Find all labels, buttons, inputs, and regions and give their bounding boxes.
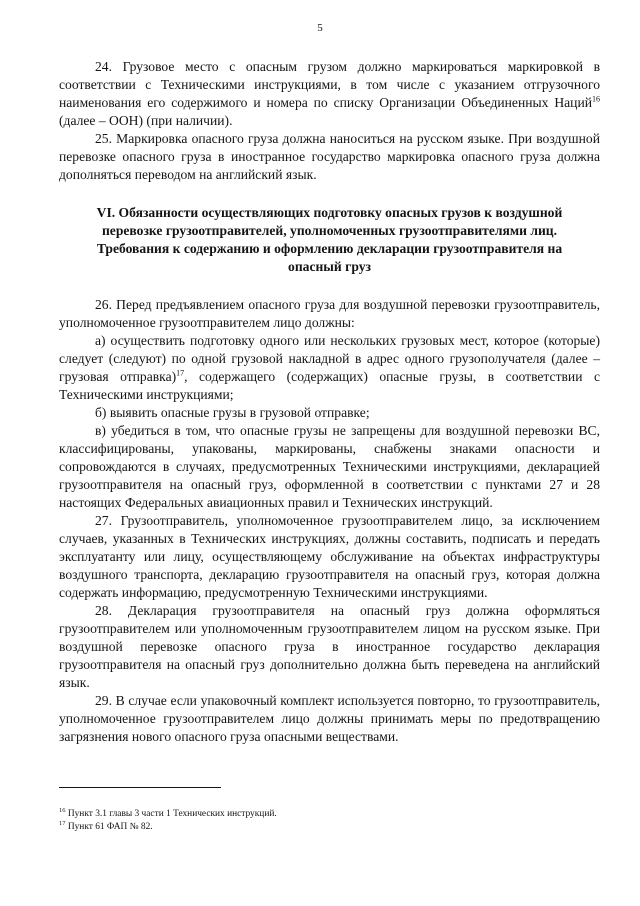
- footnote-ref-16: 16: [592, 94, 600, 104]
- paragraph-26-c: в) убедиться в том, что опасные грузы не запрещены для воздушной перевозки ВС, классифицированы, упакованы, маркированы, снабжены знаками опасности и сопровождаются в случаях, предусмотренных Техническими инструкциями, декларацией грузоотправителя на опасный груз, оформленной в соответствии с пунктами 27 и 28 настоящих Федеральных авиационных правил и Технических инструкций.: [59, 423, 600, 510]
- paragraph-24: [59, 58, 600, 130]
- paragraph-26-b: б) выявить опасные грузы в грузовой отправке;: [95, 405, 370, 420]
- paragraph-26: 26. Перед предъявлением опасного груза для воздушной перевозки грузоотправитель, уполномоченное грузоотправителем лицо должны:: [59, 297, 600, 330]
- paragraph-26-a: [59, 332, 600, 404]
- footnote-ref-17: 17: [176, 368, 185, 378]
- footnote-text: Пункт 3.1 главы 3 части 1 Технических инструкций.: [65, 809, 277, 819]
- paragraph-25: 25. Маркировка опасного груза должна наноситься на русском языке. При воздушной перевозке опасного груза в иностранное государство маркировка опасного груза должна дополняться переводом на английский язык.: [59, 131, 600, 182]
- paragraph-26-a-text: а) осуществить подготовку одного или нескольких грузовых мест, которое (которые) следует (следуют) по одной грузовой накладной в адрес одного грузополучателя (далее – грузовая отправка): [59, 333, 600, 384]
- paragraph-26-a-text-end: , содержащего (содержащих) опасные грузы, в соответствии с Техническими инструкциями;: [59, 369, 600, 402]
- footnote-16: [59, 808, 600, 821]
- footnote-number: 16: [59, 806, 66, 814]
- footnote-number: 17: [59, 819, 66, 827]
- document-body: [59, 58, 600, 746]
- paragraph-29: 29. В случае если упаковочный комплект используется повторно, то грузоотправитель, уполномоченное грузоотправителем лицо должны принимать меры по предотвращению загрязнения нового опасного груза опасными веществами.: [59, 693, 600, 744]
- section-title: VI. Обязанности осуществляющих подготовку опасных грузов к воздушной перевозке грузоотправителей, уполномоченных грузоотправителями лиц. Требования к содержанию и оформлению декларации грузоотправителя на опасный груз: [96, 205, 563, 274]
- footnotes: [59, 808, 600, 834]
- footnote-divider: [59, 787, 221, 788]
- paragraph-24-text: 24. Грузовое место с опасным грузом должно маркироваться маркировкой в соответствии с Техническими инструкциями, в том числе с указанием отгрузочного наименования его содержимого и номера по списку Организации Объединенных Наций: [59, 59, 600, 110]
- paragraph-27: 27. Грузоотправитель, уполномоченное грузоотправителем лицо, за исключением случаев, указанных в Технических инструкциях, должны составить, подписать и передать эксплуатанту или лицу, осуществляющему обслуживание на объектах инфраструктуры воздушного транспорта, декларацию грузоотправителя на опасный груз, которая должна содержать информацию, предусмотренную Техническими инструкциями.: [59, 513, 600, 600]
- paragraph-28: 28. Декларация грузоотправителя на опасный груз должна оформляться грузоотправителем или уполномоченным грузоотправителем лицом на русском языке. При воздушной перевозке опасного груза в иностранное государство декларация грузоотправителя на опасный груз дополнительно должна быть переведена на английский язык.: [59, 603, 600, 690]
- paragraph-24-text-end: (далее – ООН) (при наличии).: [59, 113, 233, 128]
- footnote-text: Пункт 61 ФАП № 82.: [65, 822, 153, 832]
- footnote-17: [59, 821, 600, 834]
- page-number: 5: [317, 22, 323, 34]
